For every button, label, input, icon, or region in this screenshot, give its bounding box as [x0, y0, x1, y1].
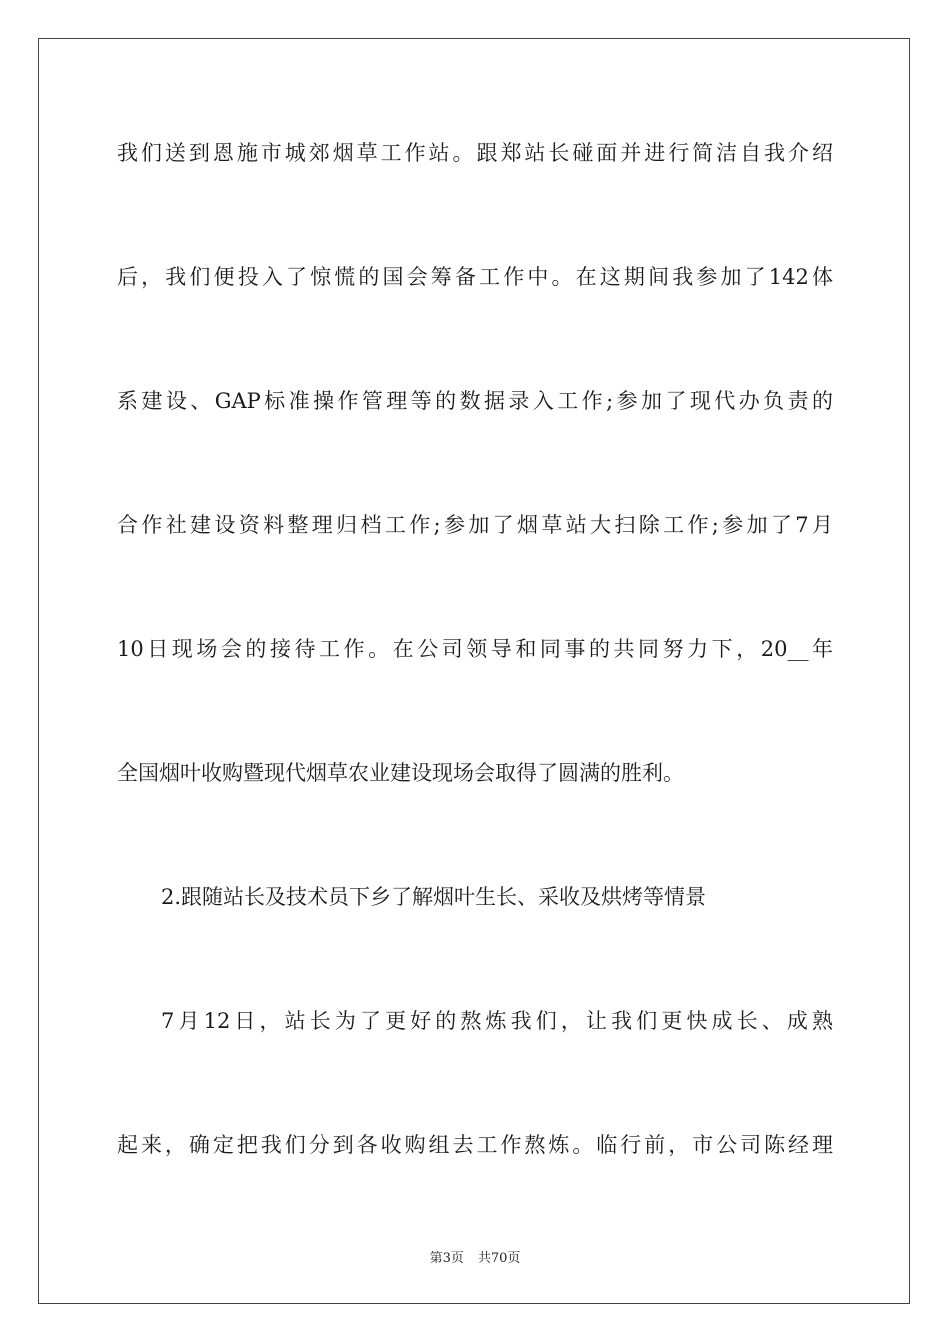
text-line-8: 7月12日，站长为了更好的熬炼我们，让我们更快成长、成熟 — [161, 1009, 833, 1033]
text-line-4: 合作社建设资料整理归档工作;参加了烟草站大扫除工作;参加了7月 — [117, 513, 833, 537]
page-footer — [0, 1247, 950, 1266]
text-line-5: 10日现场会的接待工作。在公司领导和同事的共同努力下，20__年 — [117, 637, 833, 661]
page-number: 第3页 — [429, 1251, 464, 1266]
text-line-9: 起来，确定把我们分到各收购组去工作熬炼。临行前，市公司陈经理 — [117, 1133, 833, 1157]
text-line-3: 系建设、GAP标准操作管理等的数据录入工作;参加了现代办负责的 — [117, 389, 833, 413]
page-total: 共70页 — [477, 1251, 521, 1266]
section-heading: 2.跟随站长及技术员下乡了解烟叶生长、采收及烘烤等情景 — [161, 885, 707, 909]
text-line-6: 全国烟叶收购暨现代烟草农业建设现场会取得了圆满的胜利。 — [117, 761, 684, 785]
document-body — [117, 132, 833, 1248]
text-line-1: 我们送到恩施市城郊烟草工作站。跟郑站长碰面并进行简洁自我介绍 — [117, 141, 833, 165]
text-line-2: 后，我们便投入了惊慌的国会筹备工作中。在这期间我参加了142体 — [117, 265, 833, 289]
